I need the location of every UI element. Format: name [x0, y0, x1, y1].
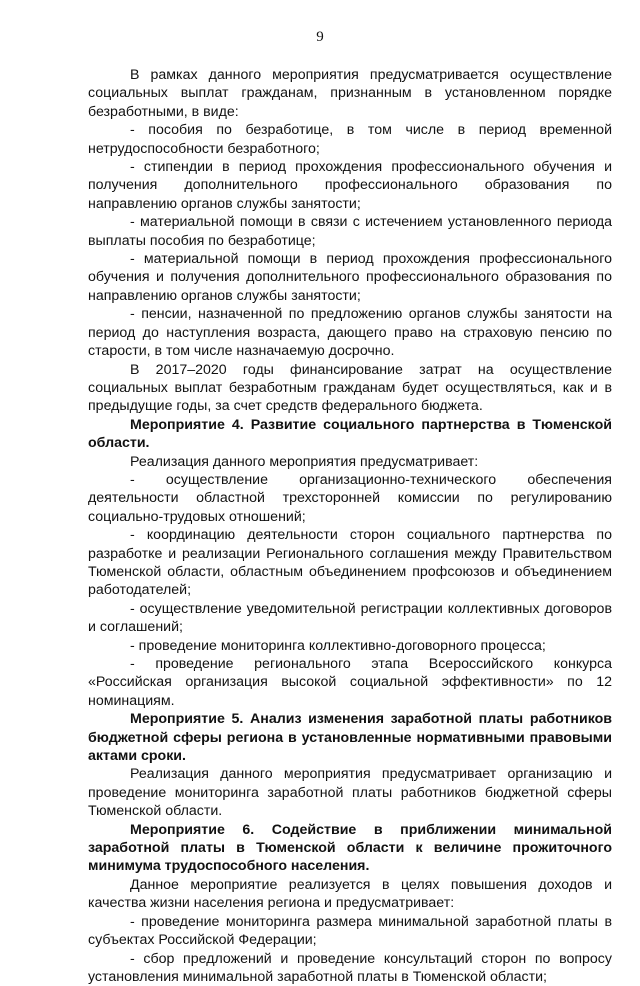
section-heading: Мероприятие 5. Анализ изменения заработной платы работников бюджетной сферы региона в установленные нормативными правовыми актами сроки. — [88, 710, 612, 765]
list-item: - осуществление уведомительной регистрации коллективных договоров и соглашений; — [88, 600, 612, 637]
section-heading: Мероприятие 4. Развитие социального партнерства в Тюменской области. — [88, 416, 612, 453]
paragraph: Реализация данного мероприятия предусматривает организацию и проведение мониторинга заработной платы работников бюджетной сферы Тюменской области. — [88, 765, 612, 820]
list-item: - проведение мониторинга размера минимальной заработной платы в субъектах Российской Федерации; — [88, 913, 612, 950]
list-item: - проведение мониторинга коллективно-договорного процесса; — [88, 637, 612, 655]
list-item: - стипендии в период прохождения профессионального обучения и получения дополнительного профессионального образования по направлению органов службы занятости; — [88, 158, 612, 213]
paragraph: Данное мероприятие реализуется в целях повышения доходов и качества жизни населения региона и предусматривает: — [88, 876, 612, 913]
list-item: - пенсии, назначенной по предложению органов службы занятости на период до наступления возраста, дающего право на страховую пенсию по старости, в том числе назначаемую досрочно. — [88, 305, 612, 360]
page-number: 9 — [58, 28, 582, 46]
list-item: - осуществление организационно-технического обеспечения деятельности областной трехсторонней комиссии по регулированию социально-трудовых отношений; — [88, 471, 612, 526]
section-heading: Мероприятие 6. Содействие в приближении минимальной заработной платы в Тюменской области к величине прожиточного минимума трудоспособного населения. — [88, 821, 612, 876]
list-item: - пособия по безработице, в том числе в период временной нетрудоспособности безработного; — [88, 121, 612, 158]
list-item: - материальной помощи в связи с истечением установленного периода выплаты пособия по безработице; — [88, 213, 612, 250]
list-item: - координацию деятельности сторон социального партнерства по разработке и реализации Регионального соглашения между Правительством Тюменской области, областным объединением профсоюзов и объединением работодателей; — [88, 526, 612, 600]
list-item: - проведение регионального этапа Всероссийского конкурса «Российская организация высокой социальной эффективности» по 12 номинациям. — [88, 655, 612, 710]
paragraph: В рамках данного мероприятия предусматривается осуществление социальных выплат гражданам, признанным в установленном порядке безработными, в виде: — [88, 66, 612, 121]
paragraph: Реализация данного мероприятия предусматривает: — [88, 453, 612, 471]
paragraph: В 2017–2020 годы финансирование затрат на осуществление социальных выплат безработным гражданам будет осуществляться, как и в предыдущие годы, за счет средств федерального бюджета. — [88, 361, 612, 416]
list-item: - сбор предложений и проведение консультаций сторон по вопросу установления минимальной заработной платы в Тюменской области; — [88, 950, 612, 986]
list-item: - материальной помощи в период прохождения профессионального обучения и получения дополнительного профессионального образования по направлению органов службы занятости; — [88, 250, 612, 305]
